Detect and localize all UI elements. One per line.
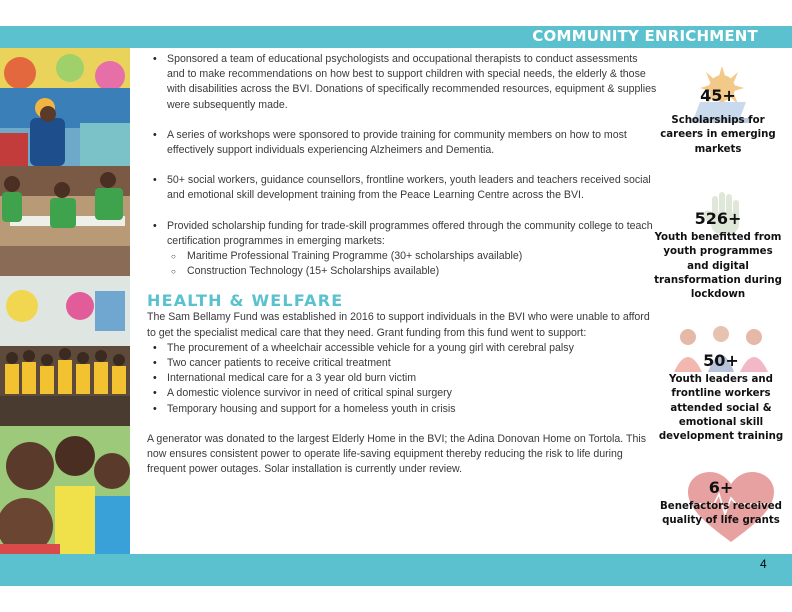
- stat-description: Youth benefitted from youth programmes and digital transformation during lockdown: [654, 232, 782, 301]
- stat-description: Scholarships for careers in emerging markets: [660, 115, 776, 155]
- list-item: • Temporary housing and support for a homeless youth in crisis: [147, 402, 657, 417]
- sub-list-item: ○ Construction Technology (15+ Scholarships available): [167, 264, 657, 279]
- stat-benefactors: [658, 478, 784, 529]
- children-painting-photo: [0, 276, 130, 426]
- stat-number: 6+: [708, 478, 734, 497]
- list-item: • The procurement of a wheelchair accessible vehicle for a young girl with cerebral palsy: [147, 341, 657, 356]
- scholarship-intro: Provided scholarship funding for trade-skill programmes offered through the community college to teach certification programmes in emerging markets:: [167, 219, 653, 247]
- stat-description: Benefactors received quality of life grants: [660, 501, 782, 527]
- list-item: • Sponsored a team of educational psychologists and occupational therapists to conduct assessments and to make recommendations on how best to support children with special needs, the elderly & those with disabilities across the BVI. Donations of specifically recommended resources, equipment & supplies were subsequently made.: [147, 52, 657, 113]
- section-title: COMMUNITY ENRICHMENT: [532, 27, 758, 45]
- mural-painting-photo: [0, 48, 130, 166]
- list-item: [147, 219, 657, 280]
- page-number: 4: [760, 557, 767, 571]
- list-item: • A series of workshops were sponsored to provide training for community members on how to most effectively support individuals experiencing Alzheimers and Dementia.: [147, 128, 657, 158]
- stat-youth-benefitted: [652, 209, 784, 302]
- photo-collage: [0, 48, 130, 554]
- generator-paragraph: A generator was donated to the largest Elderly Home in the BVI; the Adina Donovan Home on Tortola. This now ensures consistent power to operate life-saving equipment thereby reducing the risk to life during frequent power outages. Solar installation is currently under review.: [147, 432, 646, 476]
- stat-description: Youth leaders and frontline workers attended social & emotional skill development training: [658, 374, 784, 443]
- bottom-band: [0, 554, 792, 586]
- stat-youth-leaders: [655, 351, 787, 444]
- stat-number: 526+: [694, 209, 742, 228]
- stat-number: 45+: [700, 86, 736, 105]
- health-intro: The Sam Bellamy Fund was established in 2016 to support individuals in the BVI who were unable to afford to get the specialist medical care that they need. Grant funding from this fund went to support:: [147, 311, 650, 339]
- list-item: • A domestic violence survivor in need of critical spinal surgery: [147, 386, 657, 401]
- list-item: • Two cancer patients to receive critical treatment: [147, 356, 657, 371]
- stat-number: 50+: [703, 351, 739, 370]
- sub-list-item: ○ Maritime Professional Training Programme (30+ scholarships available): [167, 249, 657, 264]
- youth-building-photo: [0, 166, 130, 276]
- smiling-children-photo: [0, 426, 130, 554]
- stat-scholarships: [658, 86, 778, 157]
- scholarship-sublist: [167, 249, 657, 279]
- health-list: [147, 341, 657, 417]
- health-welfare-heading: HEALTH & WELFARE: [147, 291, 344, 311]
- education-list: [147, 52, 657, 279]
- list-item: • International medical care for a 3 year old burn victim: [147, 371, 657, 386]
- main-content: [147, 52, 657, 477]
- list-item: • 50+ social workers, guidance counsellors, frontline workers, youth leaders and teachers received social and emotional skill development training from the Peace Learning Centre across the BVI.: [147, 173, 657, 203]
